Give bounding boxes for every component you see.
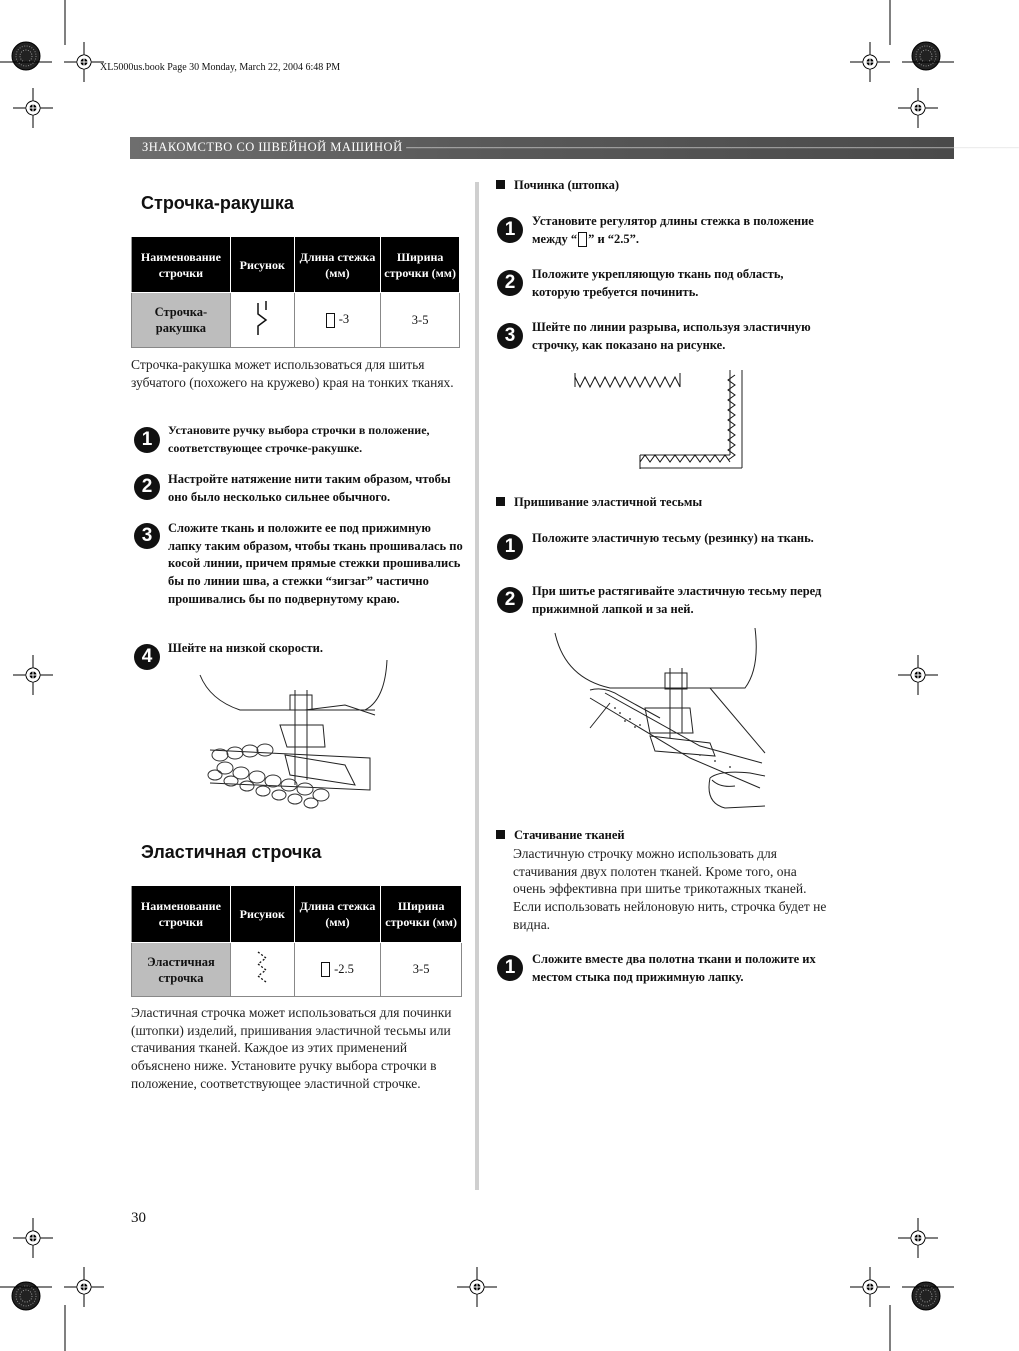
shell-sewing-illustration <box>195 655 390 820</box>
color-target-icon <box>12 1282 40 1310</box>
step-number-4: 4 <box>134 644 160 670</box>
step-number-3: 3 <box>497 323 523 349</box>
col-width-header: Ширина строчки (мм) <box>381 886 462 943</box>
elastic-spec-table <box>131 885 462 997</box>
step-number-1: 1 <box>134 427 160 453</box>
repair-step-1: Установите регулятор длины стежка в положение между “ ” и “2.5”. <box>532 214 814 246</box>
shell-section-title <box>130 185 460 223</box>
tape-step-1: Положите эластичную тесьму (резинку) на ткань. <box>532 531 814 545</box>
repair-step-2: Положите укрепляющую ткань под область, которую требуется починить. <box>532 267 784 299</box>
col-width-header: Ширина строчки (мм) <box>381 237 460 293</box>
col-length-header: Длина стежка (мм) <box>294 237 381 293</box>
color-target-icon <box>912 42 940 70</box>
step-number-2: 2 <box>497 270 523 296</box>
stitch-length-value: -3 <box>338 312 350 327</box>
col-length-header: Длина стежка (мм) <box>294 886 381 943</box>
step-number-1: 1 <box>497 534 523 560</box>
stitch-length-value: -2.5 <box>334 961 354 976</box>
print-info: XL5000us.book Page 30 Monday, March 22, 2004 6:48 PM <box>100 62 341 73</box>
shell-step-4: Шейте на низкой скорости. <box>168 641 323 655</box>
step-number-3: 3 <box>134 523 160 549</box>
shell-stitch-icon <box>252 298 272 338</box>
registration-mark-icon <box>457 1267 497 1307</box>
shell-step-2: Настройте натяжение нити таким образом, чтобы оно было несколько сильнее обычного. <box>168 472 451 504</box>
shell-step-1: Установите ручку выбора строчки в положение, соответствующее строчке-ракушке. <box>168 423 430 455</box>
shell-title-text: Строчка-ракушка <box>141 193 294 213</box>
col-name-header: Наименование строчки <box>132 237 231 293</box>
registration-mark-icon <box>898 1218 938 1258</box>
registration-mark-icon <box>13 655 53 695</box>
registration-mark-icon <box>64 1267 104 1307</box>
elastic-stitch-icon <box>252 948 272 988</box>
shell-description: Строчка-ракушка может использоваться для шитья зубчатого (похожего на кружево) края на тонких тканях. <box>131 357 454 390</box>
header-dashes: ————————————————————————————————————————————————— <box>406 140 1019 154</box>
length-symbol-icon <box>321 962 330 977</box>
page-number: 30 <box>131 1210 146 1226</box>
registration-mark-icon <box>850 1267 890 1307</box>
registration-mark-icon <box>13 88 53 128</box>
stitch-pattern-cell <box>230 943 294 997</box>
step-number-2: 2 <box>497 587 523 613</box>
col-pattern-header: Рисунок <box>230 886 294 943</box>
col-pattern-header: Рисунок <box>230 237 294 293</box>
joining-step-1: Сложите вместе два полотна ткани и положите их местом стыка под прижимную лапку. <box>532 952 816 984</box>
stitch-pattern-cell <box>230 293 294 348</box>
joining-subheading: Стачивание тканей <box>496 828 625 843</box>
header-title: ЗНАКОМСТВО СО ШВЕЙНОЙ МАШИНОЙ <box>142 140 403 154</box>
stitch-width-cell: 3-5 <box>381 293 460 348</box>
registration-mark-icon <box>13 1218 53 1258</box>
stitch-length-cell <box>294 943 381 997</box>
stitch-name-cell: Эластичная строчка <box>132 943 231 997</box>
registration-mark-icon <box>850 42 890 82</box>
elastic-section-title <box>130 834 460 872</box>
length-symbol-icon <box>326 313 335 328</box>
section-header <box>130 137 1019 159</box>
tape-step-2: При шитье растягивайте эластичную тесьму перед прижимной лапкой и за ней. <box>532 584 822 616</box>
repair-step-3: Шейте по линии разрыва, используя эластичную строчку, как показано на рисунке. <box>532 320 811 352</box>
joining-description: Эластичную строчку можно использовать для стачивания двух полотен тканей. Кроме того, она очень эффективна при шитье трикотажных тканей. Если использовать нейлоновую нить, строчка будет не видна. <box>513 846 827 932</box>
stitch-name-cell: Строчка-ракушка <box>132 293 231 348</box>
color-target-icon <box>912 1282 940 1310</box>
col-name-header: Наименование строчки <box>132 886 231 943</box>
step-number-1: 1 <box>497 217 523 243</box>
elastic-tape-illustration <box>550 628 770 813</box>
column-divider <box>475 182 479 1190</box>
stitch-width-cell: 3-5 <box>381 943 462 997</box>
registration-mark-icon <box>64 42 104 82</box>
shell-step-3: Сложите ткань и положите ее под прижимную лапку таким образом, чтобы ткань прошивалась по косой линии, причем прямые стежки прошивались бы по линии шва, а стежки “зигзаг” частично прошивались бы по подвернутому краю. <box>168 521 463 606</box>
step-number-1: 1 <box>497 955 523 981</box>
step-number-2: 2 <box>134 474 160 500</box>
elastic-title-text: Эластичная строчка <box>141 842 322 862</box>
shell-spec-table <box>131 236 460 348</box>
registration-mark-icon <box>898 655 938 695</box>
registration-mark-icon <box>898 88 938 128</box>
tape-subheading: Пришивание эластичной тесьмы <box>496 495 702 510</box>
color-target-icon <box>12 42 40 70</box>
repair-stitch-illustration <box>570 365 745 475</box>
length-symbol-icon <box>578 232 587 247</box>
stitch-length-cell <box>294 293 381 348</box>
repair-subheading: Починка (штопка) <box>496 178 619 193</box>
elastic-description: Эластичная строчка может использоваться для починки (штопки) изделий, пришивания эластичной тесьмы или стачивания тканей. Каждое из этих применений объяснено ниже. Установите ручку выбора строчки в положение, соответствующее эластичной строчке. <box>131 1005 452 1091</box>
